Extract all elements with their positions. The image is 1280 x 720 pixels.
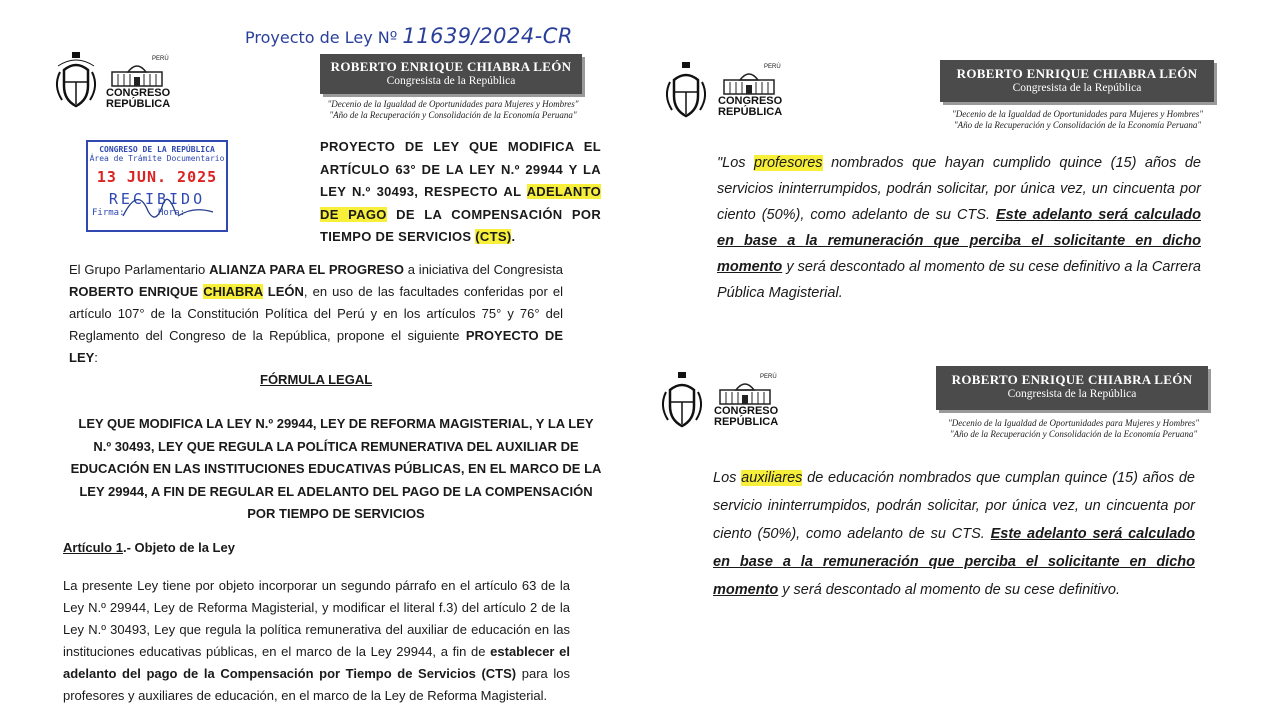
- congressman-role-2: Congresista de la República: [1012, 82, 1142, 94]
- ley-title: LEY QUE MODIFICA LA LEY N.º 29944, LEY DE REFORMA MAGISTERIAL, Y LA LEY N.º 30493, LEY QUE REGULA LA POLÍTICA REMUNERATIVA DEL AUXILIAR DE EDUCACIÓN EN LAS INSTITUCIONES EDUCATIVAS PÚBLICAS, EN EL MARCO DE LA LEY 29944, A FIN DE REGULAR EL ADELANTO DEL PAGO DE LA COMPENSACIÓN POR TIEMPO DE SERVICIOS: [70, 416, 602, 521]
- peru-shield-icon-2: [660, 62, 712, 124]
- congreso-peru-small-3: PERÚ: [760, 374, 777, 380]
- congreso-logo-line1: CONGRESO: [106, 87, 171, 99]
- congreso-logo-2-line2: REPÚBLICA: [718, 106, 783, 118]
- congreso-logo-2-line1: CONGRESO: [718, 95, 783, 107]
- stamp-line2: Área de Trámite Documentario: [89, 154, 225, 163]
- bill-title-part3: .: [511, 229, 516, 244]
- articulo-text-c: para los profesores y auxiliares de educación, en el marco de la Ley de Reforma Magisterial.: [63, 666, 570, 703]
- bill-title-highlight2: (CTS): [475, 229, 512, 244]
- decenio-3-line2: "Año de la Recuperación y Consolidación de la Economía Peruana": [949, 429, 1198, 439]
- decenio-line1: "Decenio de la Igualdad de Oportunidades para Mujeres y Hombres": [327, 99, 579, 109]
- header-name-box-2: [940, 60, 1214, 102]
- peru-shield-icon: [50, 52, 102, 112]
- quote2-underlined: Este adelanto será calculado en base a la remuneración que perciba el solicitante en dicho momento: [713, 526, 1195, 598]
- articulo-paragraph: [63, 575, 570, 707]
- quote1-b: nombrados que hayan cumplido quince (15) años de servicios ininterrumpidos, podrán solicitar, por única vez, un cincuenta por ciento (50%), como adelanto de su CTS.: [717, 155, 1201, 223]
- decenio-3-line1: "Decenio de la Igualdad de Oportunidades para Mujeres y Hombres": [947, 418, 1200, 428]
- intro-party: ALIANZA PARA EL PROGRESO: [209, 262, 404, 277]
- intro-name1: ROBERTO ENRIQUE: [69, 284, 204, 299]
- decenio-2-line2: "Año de la Recuperación y Consolidación de la Economía Peruana": [953, 120, 1202, 130]
- intro-a: El Grupo Parlamentario: [69, 262, 210, 277]
- received-stamp: [86, 140, 228, 232]
- intro-c: a iniciativa del Congresista: [403, 262, 564, 277]
- decenio-text-2: [930, 109, 1225, 131]
- project-number-label: Proyecto de Ley Nº: [245, 28, 398, 47]
- congreso-peru-small-2: PERÚ: [764, 64, 781, 70]
- congress-building-icon: [106, 58, 168, 88]
- signature-scribble-icon: [118, 186, 218, 226]
- header-name-box-3: [936, 366, 1208, 410]
- quote-auxiliares: [713, 464, 1195, 604]
- intro-i: :: [94, 350, 98, 365]
- quote2-c: y será descontado al momento de su cese definitivo.: [778, 582, 1120, 598]
- bill-title-part2: DE LA COMPENSACIÓN POR TIEMPO DE SERVICIOS: [320, 206, 602, 244]
- congreso-logo-2: [718, 64, 783, 118]
- intro-name2: LEÓN: [262, 284, 304, 299]
- quote1-a: "Los: [717, 155, 755, 171]
- bill-title-part1: PROYECTO DE LEY QUE MODIFICA EL ARTÍCULO 63° DE LA LEY N.º 29944 Y LA LEY N.º 30493, RESPECTO AL: [320, 139, 601, 199]
- intro-name-highlight: CHIABRA: [203, 284, 263, 299]
- congress-building-icon-3: [714, 376, 776, 406]
- quote2-highlight: auxiliares: [741, 470, 803, 486]
- congressman-name: ROBERTO ENRIQUE CHIABRA LEÓN: [330, 59, 572, 74]
- congreso-logo-3-line2: REPÚBLICA: [714, 416, 779, 428]
- quote1-highlight: profesores: [754, 155, 823, 171]
- decenio-text-3: [926, 418, 1221, 440]
- quote2-a: Los: [713, 470, 742, 486]
- congressman-name-3: ROBERTO ENRIQUE CHIABRA LEÓN: [951, 372, 1193, 387]
- decenio-2-line1: "Decenio de la Igualdad de Oportunidades para Mujeres y Hombres": [951, 109, 1204, 119]
- congreso-peru-small: PERÚ: [152, 56, 169, 62]
- formula-legal-heading: FÓRMULA LEGAL: [260, 372, 373, 387]
- congreso-logo-3: [714, 374, 779, 428]
- bill-title-highlight1: ADELANTO DE PAGO: [320, 184, 601, 222]
- articulo-rest: .- Objeto de la Ley: [122, 540, 235, 555]
- congress-building-icon-2: [718, 66, 780, 96]
- stamp-firma: Firma:: [92, 208, 125, 218]
- header-name-box: [320, 54, 582, 94]
- quote-profesores: [717, 150, 1201, 306]
- decenio-line2: "Año de la Recuperación y Consolidación de la Economía Peruana": [329, 110, 577, 120]
- congreso-logo: [106, 56, 171, 110]
- congressman-role: Congresista de la República: [386, 75, 516, 87]
- congressman-name-2: ROBERTO ENRIQUE CHIABRA LEÓN: [956, 66, 1198, 81]
- quote1-underlined: Este adelanto será calculado en base a la remuneración que perciba el solicitante en dicho momento: [717, 207, 1201, 275]
- decenio-text: [308, 99, 598, 121]
- bill-title: [320, 136, 601, 249]
- stamp-recibido: RECIBIDO: [108, 190, 206, 208]
- intro-paragraph: [69, 259, 563, 369]
- articulo-label: Artículo 1: [63, 540, 123, 555]
- stamp-hora: Hora:: [157, 208, 186, 218]
- project-number-value: 11639/2024-CR: [402, 24, 574, 48]
- articulo-text-bold: establecer el adelanto del pago de la Compensación por Tiempo de Servicios (CTS): [63, 644, 570, 681]
- congreso-logo-line2: REPÚBLICA: [106, 98, 171, 110]
- project-number-handwritten: [245, 24, 573, 48]
- congreso-logo-3-line1: CONGRESO: [714, 405, 779, 417]
- peru-shield-icon-3: [656, 372, 708, 434]
- quote1-c: y será descontado al momento de su cese definitivo a la Carrera Pública Magisterial.: [717, 259, 1201, 301]
- stamp-date: 13 JUN. 2025: [96, 168, 218, 186]
- congressman-role-3: Congresista de la República: [1007, 388, 1137, 400]
- articulo-heading: [63, 540, 235, 555]
- intro-g: , en uso de las facultades conferidas por el artículo 107° de la Constitución Política del Perú y en los artículos 75° y 76° del Reglamento del Congreso de la República, propone el siguiente: [69, 284, 564, 343]
- intro-proyecto: PROYECTO DE LEY: [69, 328, 563, 365]
- quote2-b: de educación nombrados que cumplan quince (15) años de servicio ininterrumpidos, podrán solicitar, por única vez, un cincuenta por ciento (50%), como adelanto de su CTS.: [713, 470, 1195, 542]
- articulo-text-a: La presente Ley tiene por objeto incorporar un segundo párrafo en el artículo 63 de la Ley N.º 29944, Ley de Reforma Magisterial, y modificar el literal f.3) del artículo 2 de la Ley N.º 30493, Ley que regula la política remunerativa del auxiliar de educación en las instituciones educativas públicas, en el marco de la Ley 29944, a fin de: [63, 578, 570, 659]
- stamp-line1: CONGRESO DE LA REPÚBLICA: [99, 145, 215, 154]
